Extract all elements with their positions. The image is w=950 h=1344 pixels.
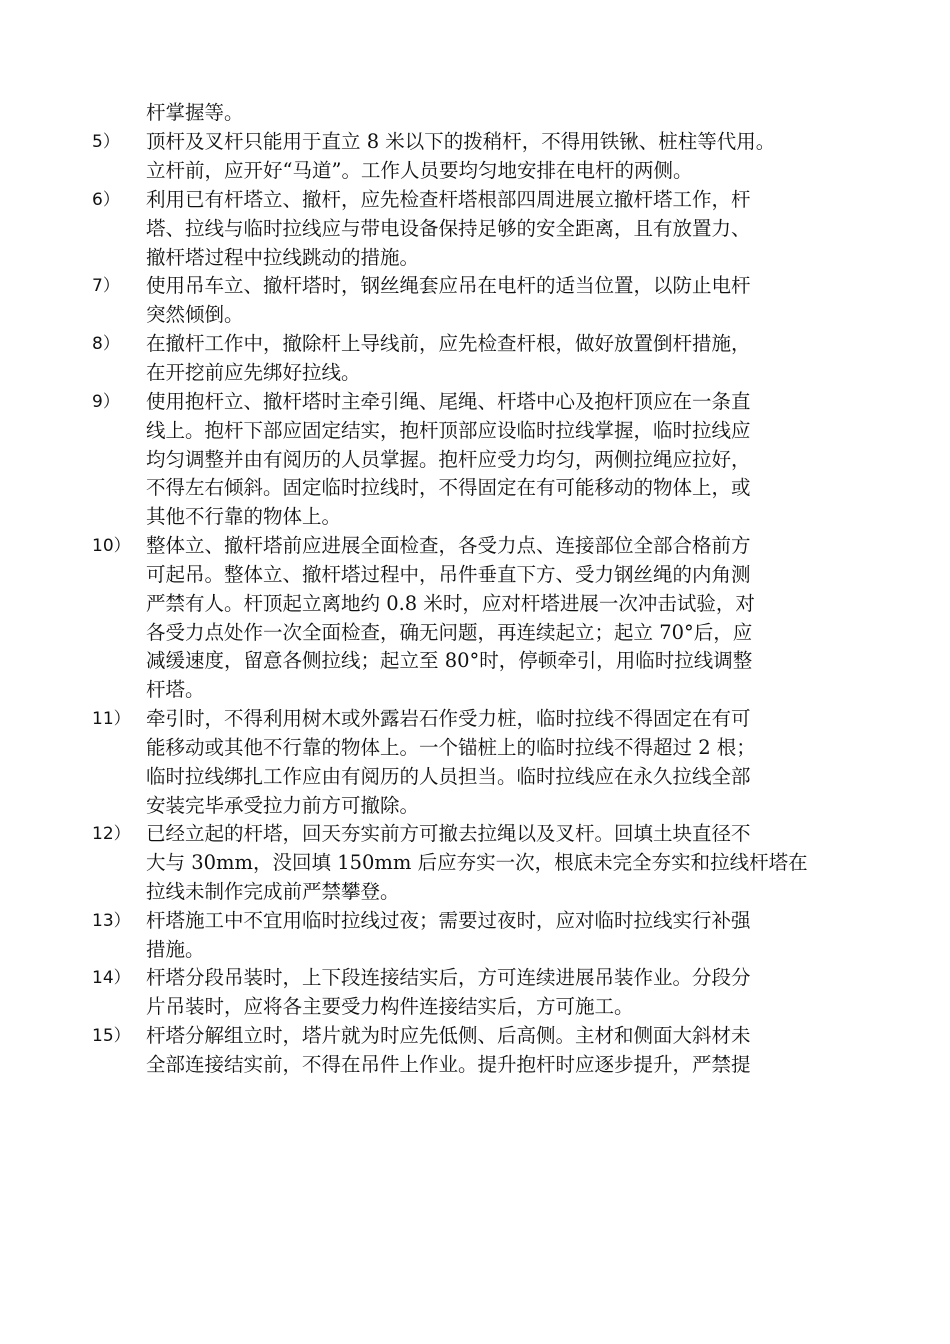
item-8-line-1: 在撤杆工作中，撤除杆上导线前，应先检查杆根，做好放置倒杆措施， [146, 332, 751, 355]
item-number-11: 11） [92, 709, 131, 729]
item-10-line-5: 减缓速度，留意各侧拉线；起立至 80°时，停顿牵引，用临时拉线调整 [146, 649, 753, 672]
item-9-line-3: 均匀调整并由有阅历的人员掌握。抱杆应受力均匀，两侧拉绳应拉好， [146, 448, 751, 471]
item-5-line-1: 顶杆及叉杆只能用于直立 8 米以下的拨稍杆，不得用铁锹、桩柱等代用。 [146, 130, 776, 153]
item-11-line-1: 牵引时，不得利用树木或外露岩石作受力桩，临时拉线不得固定在有可 [146, 707, 751, 730]
item-12-line-1: 已经立起的杆塔，回天夯实前方可撤去拉绳以及叉杆。回填土块直径不 [146, 822, 751, 845]
item-number-6: 6） [92, 190, 120, 210]
item-14-line-1: 杆塔分段吊装时，上下段连接结实后，方可连续进展吊装作业。分段分 [146, 966, 751, 989]
item-7-line-2: 突然倾倒。 [146, 303, 244, 326]
item-14-line-2: 片吊装时，应将各主要受力构件连接结实后，方可施工。 [146, 995, 634, 1018]
item-11-line-3: 临时拉线绑扎工作应由有阅历的人员担当。临时拉线应在永久拉线全部 [146, 765, 751, 788]
item-9-line-4: 不得左右倾斜。固定临时拉线时，不得固定在有可能移动的物体上，或 [146, 476, 751, 499]
item-10-line-2: 可起吊。整体立、撤杆塔过程中，吊件垂直下方、受力钢丝绳的内角测 [146, 563, 751, 586]
item-15-line-2: 全部连接结实前，不得在吊件上作业。提升抱杆时应逐步提升，严禁提 [146, 1053, 751, 1076]
item-number-5: 5） [92, 132, 120, 152]
item-9-line-2: 线上。抱杆下部应固定结实，抱杆顶部应设临时拉线掌握，临时拉线应 [146, 419, 751, 442]
item-9-line-5: 其他不行靠的物体上。 [146, 505, 342, 528]
item-8-line-2: 在开挖前应先绑好拉线。 [146, 361, 361, 384]
item-11-line-4: 安装完毕承受拉力前方可撤除。 [146, 794, 420, 817]
item-7-line-1: 使用吊车立、撤杆塔时，钢丝绳套应吊在电杆的适当位置，以防止电杆 [146, 274, 751, 297]
item-number-13: 13） [92, 911, 131, 931]
item-10-line-1: 整体立、撤杆塔前应进展全面检查，各受力点、连接部位全部合格前方 [146, 534, 751, 557]
item-9-line-1: 使用抱杆立、撤杆塔时主牵引绳、尾绳、杆塔中心及抱杆顶应在一条直 [146, 390, 751, 413]
item-13-line-1: 杆塔施工中不宜用临时拉线过夜；需要过夜时，应对临时拉线实行补强 [146, 909, 751, 932]
item-number-7: 7） [92, 276, 120, 296]
item-6-line-1: 利用已有杆塔立、撤杆，应先检查杆塔根部四周进展立撤杆塔工作，杆 [146, 188, 751, 211]
continuation-line: 杆掌握等。 [146, 101, 244, 124]
item-12-line-2: 大与 30mm，没回填 150mm 后应夯实一次，根底未完全夯实和拉线杆塔在 [146, 851, 808, 874]
item-11-line-2: 能移动或其他不行靠的物体上。一个锚桩上的临时拉线不得超过 2 根； [146, 736, 756, 759]
item-number-12: 12） [92, 824, 131, 844]
item-number-15: 15） [92, 1026, 131, 1046]
item-number-10: 10） [92, 536, 131, 556]
item-number-8: 8） [92, 334, 120, 354]
item-12-line-3: 拉线未制作完成前严禁攀登。 [146, 880, 400, 903]
item-13-line-2: 措施。 [146, 938, 205, 961]
item-10-line-6: 杆塔。 [146, 678, 205, 701]
item-6-line-2: 塔、拉线与临时拉线应与带电设备保持足够的安全距离，且有放置力、 [146, 217, 751, 240]
item-number-14: 14） [92, 968, 131, 988]
item-5-line-2: 立杆前，应开好“马道”。工作人员要均匀地安排在电杆的两侧。 [146, 159, 693, 182]
item-6-line-3: 撤杆塔过程中拉线跳动的措施。 [146, 246, 420, 269]
item-10-line-3: 严禁有人。杆顶起立离地约 0.8 米时，应对杆塔进展一次冲击试验，对 [146, 592, 755, 615]
item-15-line-1: 杆塔分解组立时，塔片就为时应先低侧、后高侧。主材和侧面大斜材未 [146, 1024, 751, 1047]
item-number-9: 9） [92, 392, 120, 412]
item-10-line-4: 各受力点处作一次全面检查，确无问题，再连续起立；起立 70°后，应 [146, 621, 753, 644]
